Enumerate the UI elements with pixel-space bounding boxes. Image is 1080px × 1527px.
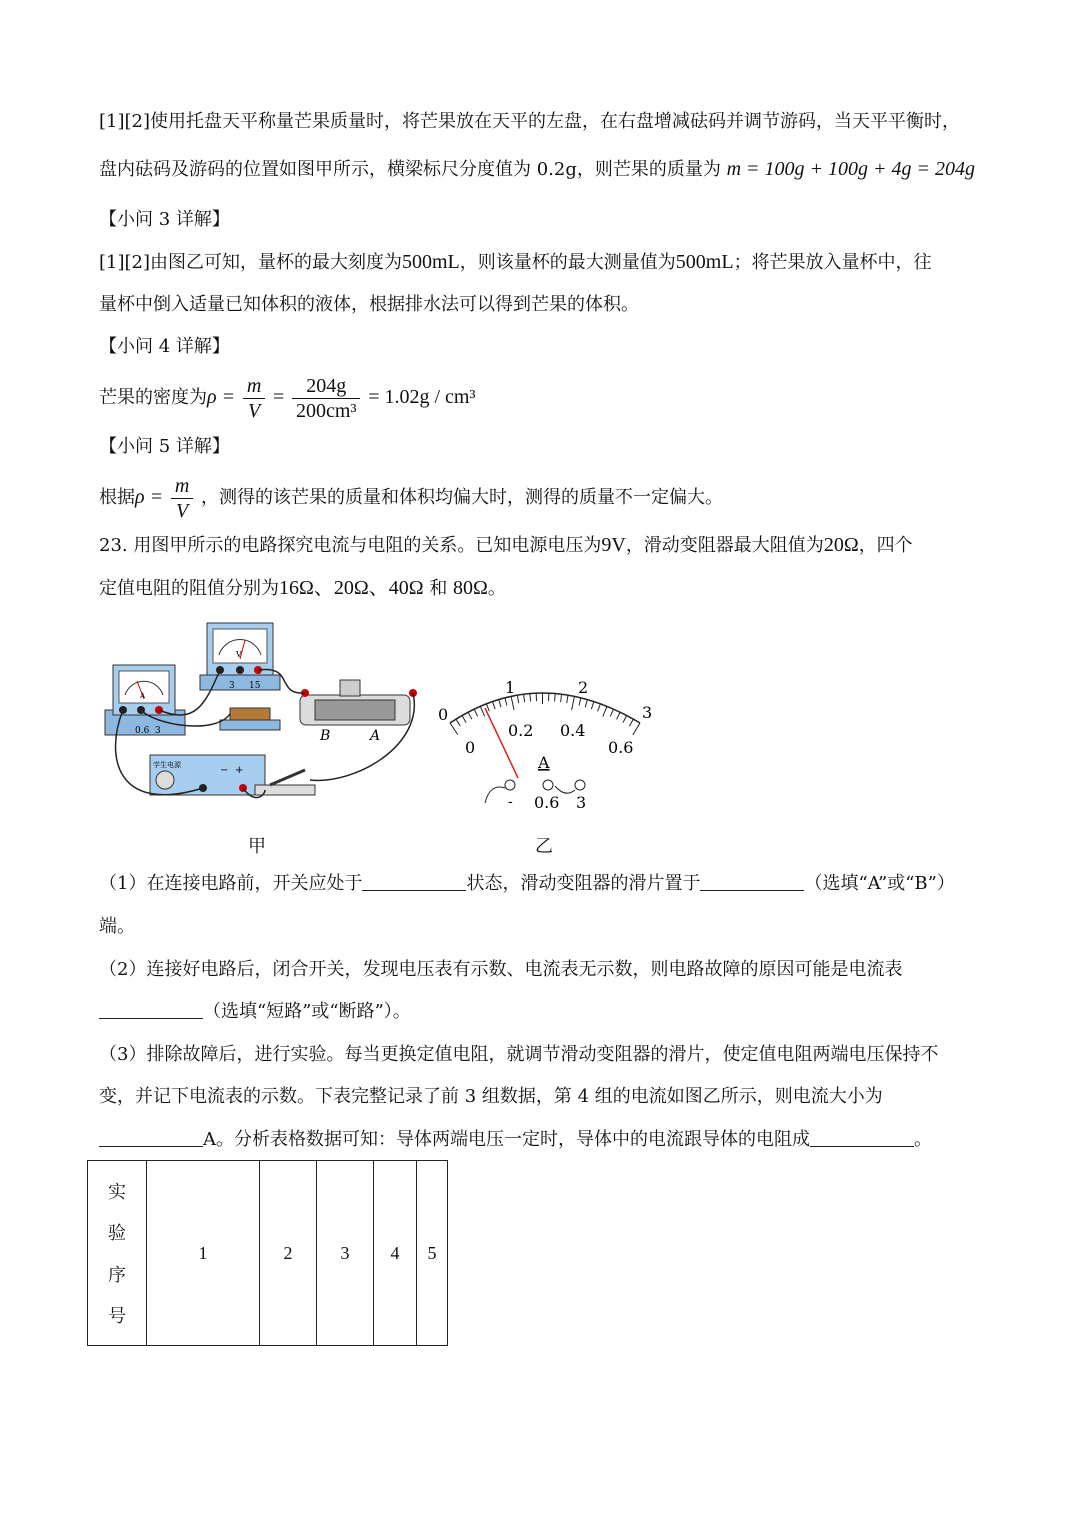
blank-switch-state[interactable]: [362, 872, 466, 891]
density-fraction: $\frac{204g}{\text{200cm³}}$: [292, 374, 360, 423]
figure-jia-caption: 甲: [248, 836, 266, 857]
dial-tick: [610, 709, 613, 716]
top-0: 0: [438, 705, 449, 724]
dial-term-3: 3: [576, 793, 587, 812]
col-2: 2: [260, 1161, 317, 1346]
top-1: 1: [505, 678, 516, 697]
power-plus: +: [235, 765, 244, 776]
dial-tick: [567, 695, 568, 703]
sub3-line1: （3）排除故障后，进行实验。每当更换定值电阻，就调节滑动变阻器的滑片，使定值电阻两端电压保持不: [99, 1044, 939, 1065]
dial-tick: [623, 716, 627, 723]
top-3: 3: [642, 703, 653, 722]
q3-line2: 量杯中倒入适量已知体积的液体，根据排水法可以得到芒果的体积。: [99, 294, 639, 315]
blank-current[interactable]: [99, 1128, 203, 1147]
sub1-line1: （1）在连接电路前，开关应处于 状态，滑动变阻器的滑片置于 （选填“A”或“B”）: [99, 873, 955, 894]
bottom-02: 0.2: [508, 721, 534, 740]
table-row: [88, 1161, 448, 1346]
dial-tick: [480, 706, 484, 716]
dial-tick: [517, 695, 518, 703]
m-over-v-2: $\frac{m}{V}$: [171, 474, 193, 523]
q4-heading: 【小问 4 详解】: [99, 336, 230, 357]
dial-tick: [633, 723, 640, 735]
dial-tick: [499, 700, 501, 708]
dial-tick: [579, 698, 581, 706]
dial-tick: [598, 704, 601, 712]
sub2-line2: （选填“短路”或“断路”）。: [99, 1000, 411, 1024]
ammeter-term-06: 0.6: [135, 726, 150, 736]
col-1: 1: [147, 1161, 260, 1346]
rheostat-b-label: B: [320, 728, 331, 744]
rheostat: [300, 680, 417, 744]
dial-tick: [530, 694, 531, 702]
q23-line1: 23. 用图甲所示的电路探究电流与电阻的关系。已知电源电压为9V，滑动变阻器最大阻值为20Ω，四个: [99, 534, 913, 556]
dial-tick: [617, 712, 620, 719]
ammeter-dial-figure: [430, 668, 670, 818]
col-4: 4: [374, 1161, 417, 1346]
dial-term-06: 0.6: [534, 793, 560, 812]
dial-tick: [493, 702, 496, 710]
blank-relation[interactable]: [810, 1128, 914, 1147]
bottom-06: 0.6: [608, 738, 634, 757]
dial-tick: [561, 694, 562, 702]
fixed-resistor: [220, 708, 280, 730]
q3-line1: [1][2]由图乙可知，量杯的最大刻度为500mL，则该量杯的最大测量值为500mL；将芒果放入量杯中，往: [99, 251, 932, 273]
data-table: [87, 1160, 448, 1346]
circuit-figure: [95, 615, 435, 815]
q3-heading: 【小问 3 详解】: [99, 209, 230, 230]
col-3: 3: [317, 1161, 374, 1346]
voltmeter-term-15: 15: [249, 681, 261, 691]
voltmeter: [200, 623, 280, 691]
power-supply-label: 学生电源: [153, 761, 181, 769]
bottom-04: 0.4: [560, 721, 586, 740]
ammeter: [105, 665, 185, 736]
voltmeter-term-3: 3: [229, 681, 235, 691]
dial-needle: [485, 708, 518, 778]
q5-heading: 【小问 5 详解】: [99, 436, 230, 457]
dial-tick: [585, 700, 587, 708]
ammeter-label: A: [140, 692, 146, 700]
sub2-line1: （2）连接好电路后，闭合开关，发现电压表有示数、电流表无示数，则电路故障的原因可能是电流表: [99, 959, 903, 980]
dial-ticks: [450, 693, 640, 735]
dial-tick: [555, 694, 556, 702]
dial-unit-a: A: [538, 753, 550, 772]
ammeter-term-3: 3: [155, 726, 161, 736]
sub3-line2: 变，并记下电流表的示数。下表完整记录了前 3 组数据，第 4 组的电流如图乙所示，则电流大小为: [99, 1086, 883, 1107]
dial-tick: [511, 696, 514, 710]
power-minus: −: [220, 765, 229, 776]
dial-tick: [524, 694, 525, 702]
dial-tick: [629, 719, 633, 726]
dial-tick: [505, 698, 507, 706]
power-supply: [150, 755, 265, 795]
bottom-0: 0: [465, 738, 476, 757]
col-5: 5: [417, 1161, 448, 1346]
p1-line2: 盘内砝码及游码的位置如图甲所示，横梁标尺分度值为 0.2g，则芒果的质量为 m = 100g + 100g + 4g = 204g: [99, 158, 976, 180]
dial-tick: [591, 702, 593, 710]
figure-yi-caption: 乙: [535, 836, 553, 857]
rheostat-a-label: A: [370, 728, 381, 744]
blank-fault[interactable]: [99, 1000, 203, 1019]
dial-minus: -: [508, 794, 513, 810]
q4-density-line: 芒果的密度为ρ = $\frac{m}{V}$ = $\frac{204g}{\text{200cm³}}$ = 1.02g / cm³: [99, 374, 476, 422]
sub3-line3: A。分析表格数据可知：导体两端电压一定时，导体中的电流跟导体的电阻成 。: [99, 1128, 932, 1152]
dial-tick: [468, 712, 472, 719]
dial-tick: [572, 696, 575, 710]
dial-tick: [474, 709, 477, 716]
dial-tick: [450, 723, 458, 735]
header-cell: 实 验 序 号: [88, 1161, 147, 1346]
sub1-line2: 端。: [99, 916, 135, 937]
dial-tick: [462, 716, 466, 723]
mass-formula: m = 100g + 100g + 4g = 204g: [726, 158, 976, 180]
q23-line2: 定值电阻的阻值分别为16Ω、20Ω、40Ω 和 80Ω。: [99, 577, 506, 599]
q5-line: 根据ρ = $\frac{m}{V}$ ，测得的该芒果的质量和体积均偏大时，测得的质量不一定偏大。: [99, 474, 724, 522]
voltmeter-label: V: [236, 650, 242, 659]
top-2: 2: [578, 678, 589, 697]
blank-slider-position[interactable]: [700, 872, 804, 891]
p1-line1: [1][2]使用托盘天平称量芒果质量时，将芒果放在天平的左盘，在右盘增减砝码并调节游码，当天平平衡时，: [99, 111, 960, 132]
m-over-v: $\frac{m}{V}$: [243, 374, 265, 423]
dial-tick: [486, 704, 489, 711]
dial-tick: [456, 719, 460, 726]
dial-tick: [603, 706, 607, 716]
